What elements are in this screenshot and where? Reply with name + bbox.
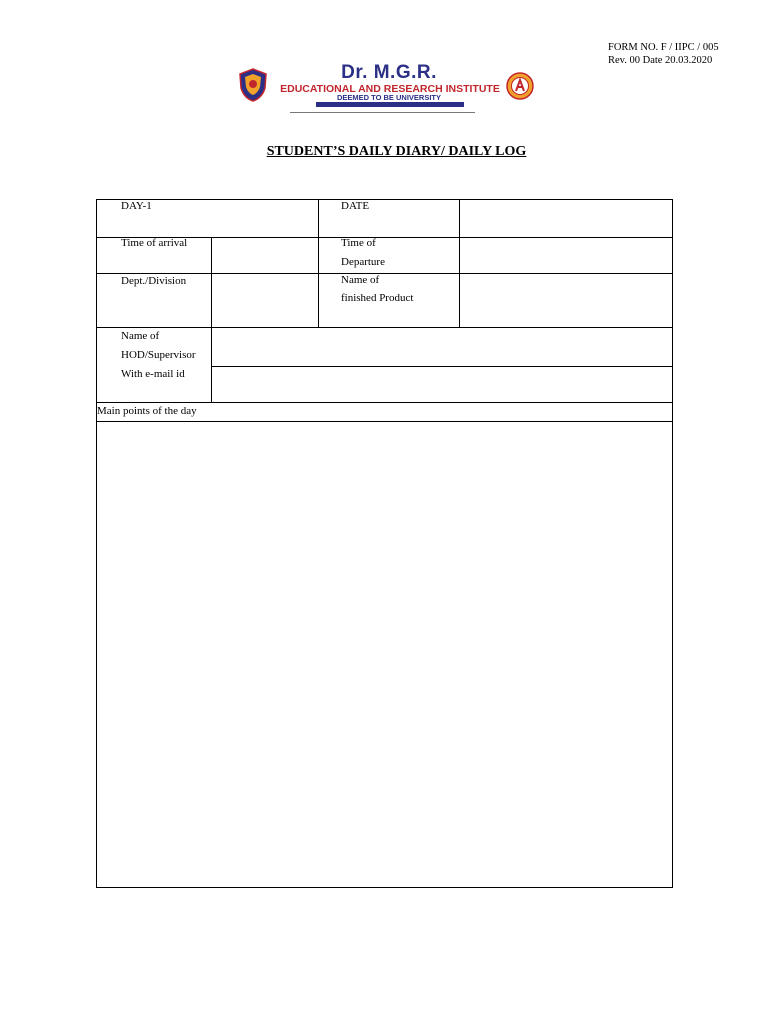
main-points-area[interactable] (98, 422, 671, 887)
col-divider-2 (318, 200, 319, 327)
main-points-label: Main points of the day (97, 405, 197, 417)
date-field[interactable] (460, 201, 671, 237)
institute-logo (236, 64, 536, 108)
address-lettering (290, 110, 480, 115)
hod-email-field[interactable] (212, 367, 671, 402)
dept-division-field[interactable] (212, 274, 318, 327)
finished-product-label-line1: Name of (341, 274, 380, 286)
hod-label-line1: Name of (121, 330, 160, 342)
revision-date: Rev. 00 Date 20.03.2020 (608, 55, 713, 66)
hod-label-line3: With e-mail id (121, 368, 185, 380)
daily-log-form (96, 199, 673, 888)
hod-label-line2: HOD/Supervisor (121, 349, 196, 361)
date-label: DATE (341, 200, 370, 212)
crest-icon (238, 68, 268, 102)
institute-address (290, 110, 480, 117)
form-reference (608, 41, 719, 67)
time-of-departure-field[interactable] (460, 238, 671, 273)
document-title: STUDENT’S DAILY DIARY/ DAILY LOG (266, 144, 527, 159)
time-of-departure-label-line1: Time of (341, 237, 376, 249)
accreditation-badge-icon (506, 72, 534, 100)
form-number: FORM NO. F / IIPC / 005 (608, 42, 719, 53)
logo-institute: EDUCATIONAL AND RESEARCH INSTITUTE (280, 83, 500, 95)
time-of-departure-label-line2: Departure (341, 256, 385, 268)
time-of-arrival-label: Time of arrival (121, 237, 188, 249)
logo-name: Dr. M.G.R. (341, 62, 437, 83)
hod-name-field[interactable] (212, 328, 671, 366)
logo-deemed: DEEMED TO BE UNIVERSITY (336, 93, 442, 102)
finished-product-label-line2: finished Product (341, 292, 414, 304)
logo-band (316, 102, 464, 107)
time-of-arrival-field[interactable] (212, 238, 318, 273)
day-label: DAY-1 (121, 200, 152, 212)
finished-product-field[interactable] (460, 274, 671, 327)
dept-division-label: Dept./Division (121, 275, 187, 287)
